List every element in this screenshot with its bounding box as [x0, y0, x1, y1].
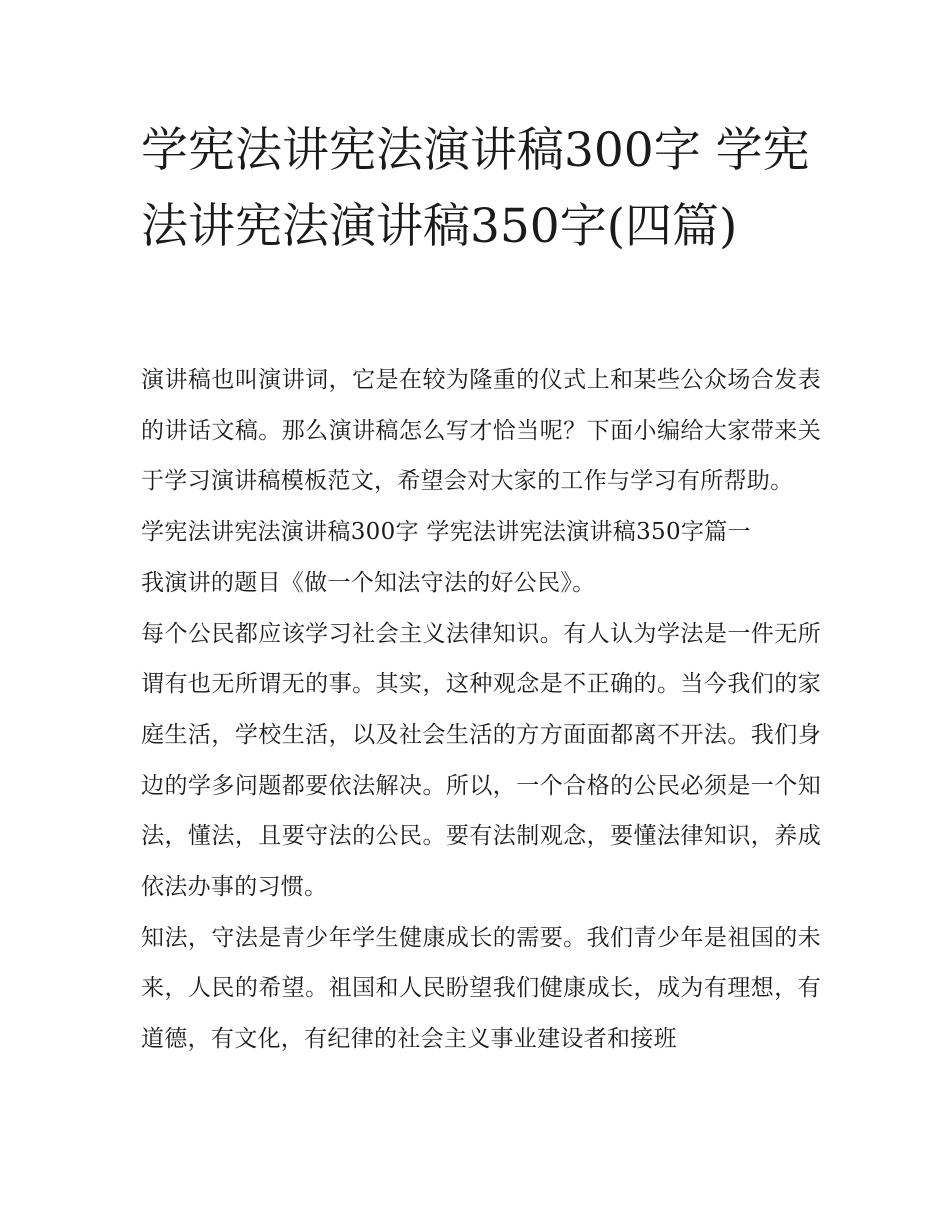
paragraph-body: 知法，守法是青少年学生健康成长的需要。我们青少年是祖国的未来，人民的希望。祖国和人民盼望我们健康成长，成为有理想，有道德，有文化，有纪律的社会主义事业建设者和接班 — [141, 924, 821, 1053]
document-title: 学宪法讲宪法演讲稿300字 学宪法讲宪法演讲稿350字(四篇) — [141, 123, 810, 254]
paragraph-intro: 演讲稿也叫演讲词，它是在较为隆重的仪式上和某些公众场合发表的讲话文稿。那么演讲稿怎么写才恰当呢？下面小编给大家带来关于学习演讲稿模板范文，希望会对大家的工作与学习有所帮助。 — [141, 367, 821, 495]
paragraph-section-heading: 学宪法讲宪法演讲稿300字 学宪法讲宪法演讲稿350字篇一 — [141, 519, 751, 546]
paragraph-speech-topic: 我演讲的题目《做一个知法守法的好公民》。 — [141, 569, 596, 596]
document-body — [141, 355, 821, 1065]
paragraph-body: 每个公民都应该学习社会主义法律知识。有人认为学法是一件无所谓有也无所谓无的事。其实，这种观念是不正确的。当今我们的家庭生活，学校生活，以及社会生活的方方面面都离不开法。我们身边的学多问题都要依法解决。所以，一个合格的公民必须是一个知法，懂法，且要守法的公民。要有法制观念，要懂法律知识，养成依法办事的习惯。 — [141, 620, 821, 901]
